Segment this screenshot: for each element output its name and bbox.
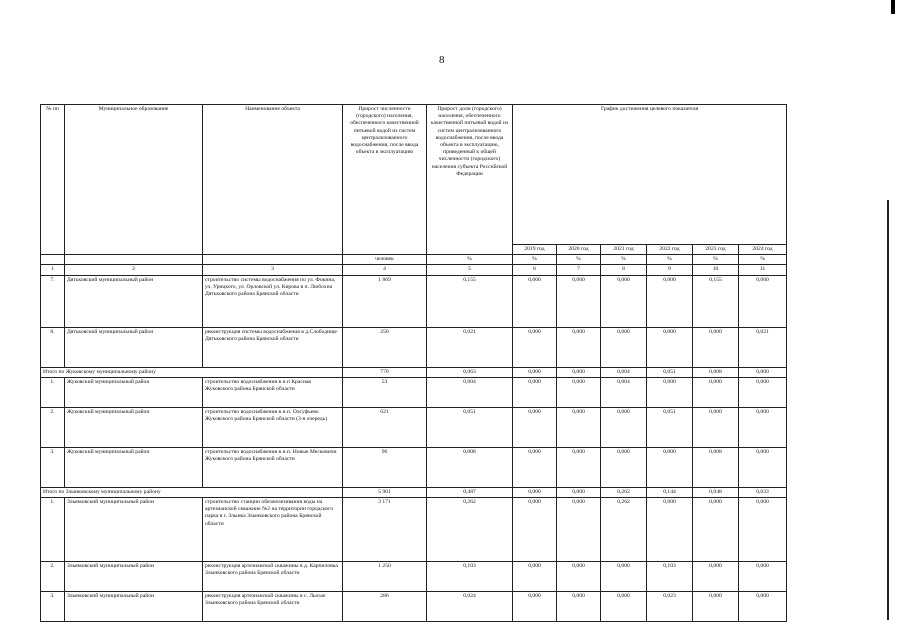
unit-empty [203,255,343,265]
row-year-value: 0,000 [693,562,739,592]
header-year: 2020 год [557,245,601,255]
row-number: 7. [41,275,65,327]
table-row [41,592,787,622]
scan-edge-line [887,200,889,620]
header-share: Прирост доли (городского) населения, обеспеченного качественной питьевой водой из систем централизованного водоснабжения, после ввода объекта в эксплуатацию, приведенный к общей численности (городского) населения субъекта Российской Федерации [427,105,513,255]
row-number: 2. [41,562,65,592]
unit-population: человек [343,255,427,265]
row-year-value: 0,155 [693,275,739,327]
row-population: 250 [343,327,427,367]
row-share: 0,024 [427,592,513,622]
row-year-value: 0,000 [601,275,647,327]
row-year-value: 0,004 [601,377,647,407]
row-year-value: 0,103 [647,562,693,592]
column-number: 1 [41,265,65,275]
column-number: 2 [65,265,203,275]
row-year-value: 0,000 [647,447,693,487]
row-object: реконструкция системы водоснабжения в д.Слободище Дятьковского района Брянской области [203,327,343,367]
row-year-value: 0,000 [513,275,557,327]
row-number: 1. [41,377,65,407]
row-year-value: 0,000 [647,275,693,327]
table-row [41,498,787,562]
row-year-value: 0,000 [513,367,557,377]
row-year-value: 0,000 [739,447,787,487]
row-year-value: 0,000 [647,327,693,367]
row-year-value: 0,000 [513,592,557,622]
column-number: 9 [647,265,693,275]
row-object: строительство водоснабжения в н.п Красная Жуковского района Брянской области [203,377,343,407]
row-year-value: 0,000 [693,498,739,562]
row-object: реконструкция артезианской скважины в д. Карпиловка Злынковского района Брянской области [203,562,343,592]
row-year-value: 0,000 [513,562,557,592]
table-row [41,327,787,367]
row-object: реконструкция артезианской скважины в с. Лысые Злынковского района Брянской области [203,592,343,622]
page-number: 8 [439,54,445,66]
row-number: 8. [41,327,65,367]
unit-percent: % [557,255,601,265]
header-year: 2019 год [513,245,557,255]
row-year-value: 0,048 [693,487,739,497]
row-share: 0,103 [427,562,513,592]
column-number: 6 [513,265,557,275]
header-year: 2022 год [647,245,693,255]
row-municipality: Дятьковский муниципальный район [65,327,203,367]
row-year-value: 0,023 [647,592,693,622]
row-municipality: Злынковский муниципальный район [65,592,203,622]
column-number: 8 [601,265,647,275]
row-number: 1. [41,498,65,562]
row-municipality: Жуковский муниципальный район [65,447,203,487]
row-year-value: 0,000 [739,498,787,562]
row-year-value: 0,000 [513,447,557,487]
unit-percent: % [427,255,513,265]
row-year-value: 0,000 [647,377,693,407]
row-year-value: 0,262 [601,487,647,497]
row-year-value: 0,000 [557,377,601,407]
subtotal-row [41,367,787,377]
row-year-value: 0,262 [601,498,647,562]
header-year: 2023 год [693,245,739,255]
unit-percent: % [601,255,647,265]
row-year-value: 0,000 [557,498,601,562]
row-year-value: 0,000 [557,275,601,327]
table-row [41,447,787,487]
subtotal-label: Итого по Злынковскому муниципальному району [41,487,343,497]
unit-percent: % [693,255,739,265]
column-number: 10 [693,265,739,275]
row-share: 0,021 [427,327,513,367]
table-row [41,562,787,592]
row-year-value: 0,000 [739,377,787,407]
row-year-value: 0,051 [647,367,693,377]
header-column-numbers [41,265,787,275]
row-year-value: 0,000 [601,447,647,487]
row-year-value: 0,000 [739,367,787,377]
row-year-value: 0,000 [513,487,557,497]
row-year-value: 0,008 [693,447,739,487]
row-year-value: 0,000 [557,592,601,622]
header-units-row [41,255,787,265]
row-municipality: Злынковский муниципальный район [65,562,203,592]
row-year-value: 0,000 [693,377,739,407]
row-year-value: 0,144 [647,487,693,497]
row-object: строительство станции обезжелезивания воды на артезианской скважине №2 на территории городского парка в г. Злынка Злынковского района Брянской области [203,498,343,562]
row-share: 0,063 [427,367,513,377]
scan-edge-mark [891,0,895,14]
row-year-value: 0,000 [513,498,557,562]
row-year-value: 0,008 [693,367,739,377]
row-year-value: 0,000 [693,592,739,622]
row-population: 3 171 [343,498,427,562]
row-population: 621 [343,407,427,447]
column-number: 3 [203,265,343,275]
column-number: 7 [557,265,601,275]
row-year-value: 0,000 [557,407,601,447]
row-population: 96 [343,447,427,487]
row-object: строительство водоснабжения в н.п. Олсуфьево Жуковского района Брянской области (3-я очередь) [203,407,343,447]
row-municipality: Жуковский муниципальный район [65,407,203,447]
row-year-value: 0,000 [601,562,647,592]
header-schedule: График достижения целевого показателя [513,105,787,245]
row-year-value: 0,000 [557,487,601,497]
subtotal-row [41,487,787,497]
unit-percent: % [739,255,787,265]
row-year-value: 0,000 [601,407,647,447]
row-share: 0,155 [427,275,513,327]
unit-empty [41,255,65,265]
row-population: 1 869 [343,275,427,327]
row-year-value: 0,000 [739,275,787,327]
row-year-value: 0,000 [647,498,693,562]
row-number: 3. [41,447,65,487]
row-share: 0,051 [427,407,513,447]
row-year-value: 0,000 [557,562,601,592]
table-row [41,407,787,447]
header-year: 2024 год [739,245,787,255]
row-object: строительство системы водоснабжения по ул. Фокина, ул. Урицкого, ул. Орловской ул. Кирова в п. Любохна Дятьковского района Брянской области [203,275,343,327]
row-year-value: 0,051 [647,407,693,447]
row-municipality: Жуковский муниципальный район [65,377,203,407]
unit-percent: % [513,255,557,265]
target-indicator-table [40,104,787,622]
header-year: 2021 год [601,245,647,255]
table-row [41,275,787,327]
row-year-value: 0,000 [693,407,739,447]
row-population: 770 [343,367,427,377]
row-year-value: 0,000 [513,407,557,447]
column-number: 4 [343,265,427,275]
row-municipality: Злынковский муниципальный район [65,498,203,562]
row-year-value: 0,033 [739,487,787,497]
row-year-value: 0,000 [739,407,787,447]
row-year-value: 0,000 [739,592,787,622]
row-number: 2. [41,407,65,447]
row-year-value: 0,000 [557,327,601,367]
table-body [41,275,787,621]
row-object: строительство водоснабжения в н.п. Новые Месковичи Жуковского района Брянской области [203,447,343,487]
row-population: 286 [343,592,427,622]
column-number: 11 [739,265,787,275]
subtotal-label: Итого по Жуковскому муниципальному району [41,367,343,377]
row-year-value: 0,000 [513,377,557,407]
row-year-value: 0,000 [513,327,557,367]
row-population: 1 250 [343,562,427,592]
row-share: 0,262 [427,498,513,562]
row-municipality: Дятьковский муниципальный район [65,275,203,327]
row-year-value: 0,000 [557,447,601,487]
row-population: 5 901 [343,487,427,497]
header-num: № пп [41,105,65,255]
row-year-value: 0,000 [601,327,647,367]
header-object: Наименование объекта [203,105,343,255]
unit-empty [65,255,203,265]
row-year-value: 0,000 [601,592,647,622]
unit-percent: % [647,255,693,265]
row-share: 0,008 [427,447,513,487]
row-year-value: 0,000 [739,562,787,592]
row-share: 0,004 [427,377,513,407]
header-municipality: Муниципальное образование [65,105,203,255]
row-number: 3. [41,592,65,622]
table-row [41,377,787,407]
row-year-value: 0,021 [739,327,787,367]
row-year-value: 0,000 [693,327,739,367]
column-number: 5 [427,265,513,275]
row-year-value: 0,004 [601,367,647,377]
row-share: 0,487 [427,487,513,497]
row-population: 53 [343,377,427,407]
row-year-value: 0,000 [557,367,601,377]
header-population: Прирост численности (городского) населения, обеспеченного качественной питьевой водой из систем централизованного водоснабжения, после ввода объекта в эксплуатацию [343,105,427,255]
